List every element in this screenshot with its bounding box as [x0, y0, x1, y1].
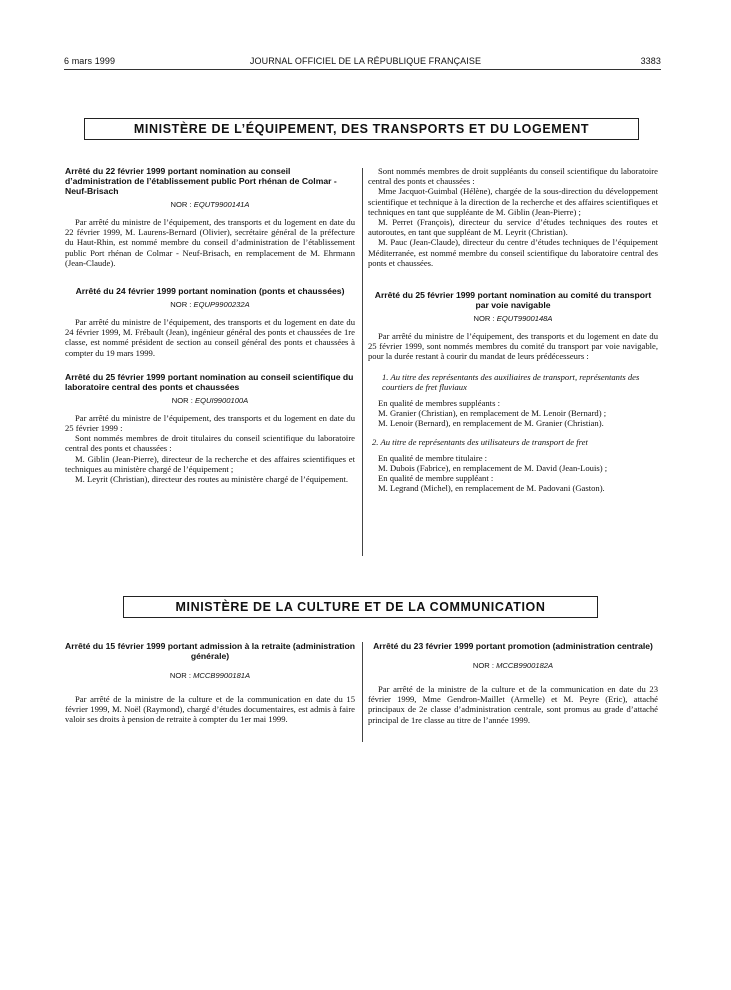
qualite-line: En qualité de membre titulaire : — [378, 452, 488, 463]
header-journal-title: JOURNAL OFFICIEL DE LA RÉPUBLIQUE FRANÇAISE — [249, 56, 482, 66]
nor-reference — [368, 314, 658, 323]
nor-label: NOR : — [170, 200, 192, 209]
nor-label: NOR : — [171, 395, 193, 405]
qualite-line: En qualité de membres suppléants : — [378, 398, 500, 409]
arrete-paragraph: Sont nommés membres de droit suppléants du conseil scientifique du laboratoire central des ponts et chaussées : — [368, 166, 658, 187]
nor-label: NOR : — [472, 661, 494, 670]
arrete-paragraph: Par arrêté de la ministre de la culture et de la communication en date du 23 février 1999, Mme Gendron-Maillet (Armelle) et M. Peyre (Eric), attaché principaux de 2e classe d’administration centrale, sont promus au grade d’attaché principal de 1re classe au titre de l’année 1999. — [368, 684, 658, 725]
nor-reference — [368, 661, 658, 670]
subsection-heading: 1. Au titre des représentants des auxiliaires de transport, représentants des courtiers de fret fluviaux — [382, 371, 640, 392]
arrete-paragraph: M. Perret (François), directeur du service d’études techniques des routes et autoroutes, en tant que suppléant de M. Leyrit (Christian). — [368, 217, 658, 238]
nor-reference — [65, 200, 355, 209]
arrete-title: Arrêté du 25 février 1999 portant nomination au conseil scientifique du laboratoire central des ponts et chaussées — [65, 371, 354, 392]
nor-reference — [65, 671, 355, 680]
arrete-paragraph: Par arrêté du ministre de l’équipement, des transports et du logement en date du 22 février 1999, M. Laurens-Bernard (Olivier), secrétaire général de la préfecture du Haut-Rhin, est nommé membre du conseil d’administration de l’établissement public Port rhénan de Colmar - Neuf-Brisach, en remplacement de M. Ehrmann (Jean-Claude). — [65, 217, 355, 268]
arrete-title: Arrêté du 25 février 1999 portant nomination au comité du transport par voie navigable — [374, 290, 652, 311]
nor-code: EQUI9900100A — [195, 395, 249, 405]
arrete-paragraph: Par arrêté du ministre de l’équipement, des transports et du logement en date du 25 février 1999, sont nommés membres du comité du transport par voie navigable, pour la durée restant à courir du mandat de leurs prédécesseurs : — [368, 331, 658, 362]
arrete-block — [65, 286, 355, 358]
qualite-line: En qualité de membre suppléant : — [378, 473, 494, 484]
ministry-banner-culture: MINISTÈRE DE LA CULTURE ET DE LA COMMUNICATION — [123, 596, 598, 618]
member-line: M. Dubois (Fabrice), en remplacement de M. David (Jean-Louis) ; — [378, 463, 608, 474]
ministry-banner-equipement: MINISTÈRE DE L’ÉQUIPEMENT, DES TRANSPORTS ET DU LOGEMENT — [84, 118, 639, 140]
arrete-paragraph: M. Leyrit (Christian), directeur des routes au ministère chargé de l’équipement. — [75, 474, 349, 485]
arrete-title: Arrêté du 24 février 1999 portant nomination (ponts et chaussées) — [75, 286, 345, 297]
nor-code: EQUT9900141A — [193, 200, 250, 209]
member-line: M. Granier (Christian), en remplacement de M. Lenoir (Bernard) ; — [378, 408, 607, 419]
arrete-block — [368, 290, 658, 494]
nor-reference — [65, 396, 355, 405]
arrete-block — [65, 372, 355, 484]
subsection-heading: 2. Au titre de représentants des utilisateurs de transport de fret — [372, 436, 588, 447]
header-page-number: 3383 — [640, 56, 661, 66]
nor-code: MCCB9900181A — [193, 671, 251, 680]
left-column-culture — [65, 641, 355, 725]
nor-code: EQUT9900148A — [496, 314, 553, 324]
nor-code: MCCB9900182A — [496, 661, 554, 670]
arrete-paragraph: M. Giblin (Jean-Pierre), directeur de la recherche et des affaires scientifiques et techniques au ministère chargé de l’équipement ; — [65, 453, 355, 474]
arrete-paragraph: Sont nommés membres de droit titulaires du conseil scientifique du laboratoire central des ponts et chaussées : — [65, 433, 355, 454]
arrete-paragraph: Par arrêté de la ministre de la culture et de la communication en date du 15 février 1999, M. Noël (Raymond), chargé d’études documentaires, est admis à faire valoir ses droits à pension de retraite à compter du 1er mai 1999. — [65, 694, 355, 725]
member-line: M. Legrand (Michel), en remplacement de M. Padovani (Gaston). — [378, 483, 605, 494]
header-date: 6 mars 1999 — [64, 56, 116, 66]
arrete-block — [65, 166, 355, 268]
header-rule — [64, 69, 661, 70]
arrete-paragraph: Par arrêté du ministre de l’équipement, des transports et du logement en date du 24 février 1999, M. Frébault (Jean), ingénieur général des ponts et chaussées de 1re classe, est nommé président de section au conseil général des ponts et chaussées à compter du 19 mars 1999. — [65, 317, 355, 358]
left-column-equipement — [65, 166, 355, 484]
nor-label: NOR : — [473, 314, 495, 324]
arrete-title: Arrêté du 22 février 1999 portant nomination au conseil d’administration de l’établissement public Port rhénan de Colmar - Neuf-Brisach — [65, 166, 337, 196]
right-column-culture — [368, 641, 658, 725]
arrete-title: Arrêté du 15 février 1999 portant admission à la retraite (administration générale) — [65, 641, 355, 661]
member-line: M. Lenoir (Bernard), en remplacement de M. Granier (Christian). — [378, 418, 604, 429]
nor-reference — [65, 300, 355, 309]
arrete-title: Arrêté du 23 février 1999 portant promotion (administration centrale) — [373, 641, 653, 651]
column-divider — [362, 168, 363, 556]
nor-label: NOR : — [169, 671, 191, 680]
right-column-equipement — [368, 166, 658, 494]
arrete-paragraph: M. Pauc (Jean-Claude), directeur du centre d’études techniques de l’équipement Méditerranée, est nommé membre du conseil scientifique du laboratoire central des ponts et chaussées. — [368, 237, 658, 268]
column-divider — [362, 642, 363, 742]
arrete-paragraph: Par arrêté du ministre de l’équipement, des transports et du logement en date du 25 février 1999 : — [65, 412, 355, 434]
nor-label: NOR : — [170, 300, 192, 310]
nor-code: EQUP9900232A — [193, 300, 250, 310]
arrete-paragraph: Mme Jacquot-Guimbal (Hélène), chargée de la sous-direction du développement scientifique et technique à la direction de la recherche et des affaires scientifiques et techniques en tant que suppléante de M. Giblin (Jean-Pierre) ; — [368, 186, 658, 217]
